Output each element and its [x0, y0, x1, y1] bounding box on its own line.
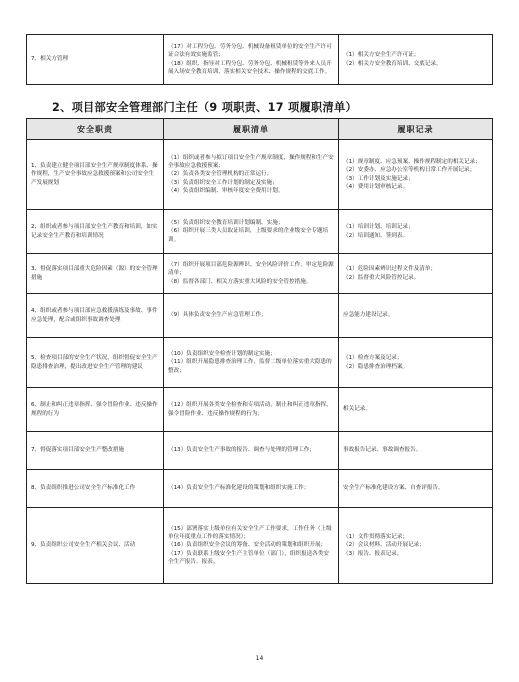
duty-cell — [27, 294, 164, 338]
duty-text: 2、组织或者参与项目部安全生产教育和培训，如实记录安全生产教育和培训情况 — [31, 224, 158, 239]
list-line: （17）对工程分包、劳务分包、机械设备租赁单位的安全生产许可证合法有效实施监管； — [168, 44, 332, 59]
record-line: （1）相关方安全生产许可证； — [343, 52, 420, 59]
record-line: （3）报告、报表记录。 — [343, 550, 403, 557]
record-cell — [339, 508, 493, 584]
list-line: （16）负责组织安全会议的筹备、安全活动的策划和组织开展； — [168, 542, 327, 549]
list-line: （18）组织、指导对工程分包、劳务分包、机械租赁等外来人员开展入场安全教育培训，落实相关安全技术、操作规程的交底工作。 — [168, 60, 332, 75]
list-line: （9）具体负责安全生产应急管理工作； — [168, 312, 267, 319]
section-title: 2、项目部安全管理部门主任（9 项职责、17 项履职清单） — [52, 101, 357, 114]
table-row — [27, 388, 493, 432]
list-line: （15）部署落实上级单位有关安全生产工作要求，工作任务（上级单位年度重点工作的落实情况）； — [168, 525, 332, 541]
record-line: （2）隐患排查治理档案。 — [343, 363, 409, 370]
record-line: 安全生产标准化建设方案、自查评报告。 — [343, 485, 444, 492]
duty-cell — [27, 210, 164, 254]
duty-text: 7、相关方管理 — [31, 56, 69, 63]
continued-table — [26, 34, 493, 85]
list-line: （6）组织开展三类人员取证培训，上级要求的企业级安全专题培训。 — [168, 228, 329, 243]
record-line: 应急能力建设记录。 — [343, 312, 394, 319]
list-line: （14）负责安全生产标准化建设的策划和组织实施工作； — [168, 485, 310, 492]
table-row — [27, 294, 493, 338]
record-line: （2）监督重大风险管控记录。 — [343, 274, 420, 281]
record-cell — [339, 140, 493, 210]
list-line: （4）负责组织编制、审核年度安全费用计划。 — [168, 187, 284, 194]
record-cell — [339, 210, 493, 254]
record-cell — [339, 470, 493, 508]
table-row — [27, 140, 493, 210]
duty-text: 8、负责组织推进公司安全生产标准化工作 — [31, 485, 136, 492]
table-header-row — [27, 119, 493, 140]
record-line: （2）相关方安全教育培训、交底记录。 — [343, 60, 442, 67]
list-cell — [164, 470, 339, 508]
record-line: （1）危险因素辨识过程文件及清单； — [343, 266, 437, 273]
record-cell — [339, 338, 493, 388]
duty-cell — [27, 140, 164, 210]
responsibilities-table — [26, 118, 493, 584]
record-cell — [339, 388, 493, 432]
list-line: （1）组织或者参与拟订项目安全生产规章制度、操作规程和生产安全事故应急救援预案； — [168, 154, 334, 170]
record-line: （1）文件贯彻落实记录； — [343, 534, 409, 541]
duty-cell — [27, 470, 164, 508]
list-cell — [164, 210, 339, 254]
duty-text: 3、督促落实项目部重大危险因素（源）的安全管理措施 — [31, 266, 158, 281]
duty-cell — [27, 508, 164, 584]
header-duty: 安全职责 — [27, 119, 164, 140]
duty-text: 5、检查项目部的安全生产状况，组织督促安全生产隐患排查治理，提出改进安全生产管理的建议 — [31, 355, 158, 370]
table-row — [27, 35, 493, 85]
header-list: 履职清单 — [164, 119, 339, 140]
list-line: （17）负责联系上级安全生产主管单位（部门），组织报送各类安全生产报告、报表。 — [168, 550, 329, 565]
duty-cell — [27, 388, 164, 432]
duty-cell — [27, 254, 164, 294]
record-cell — [339, 254, 493, 294]
record-line: 相关记录。 — [343, 406, 371, 413]
record-line: （2）安委办、应急办公室等机构日常工作开展记录； — [343, 167, 476, 174]
record-line: （2）会议材料、活动开展记录； — [343, 542, 425, 549]
page-number: 14 — [255, 655, 264, 662]
record-line: （3）工作计划及实施记录； — [343, 175, 414, 182]
header-records: 履职记录 — [339, 119, 493, 140]
table-row — [27, 508, 493, 584]
duty-text: 4、组织或者参与项目部应急救援演练及事故、事件应急处理，配合或组织事故调查处理 — [31, 308, 158, 323]
table-row — [27, 210, 493, 254]
duty-text: 9、负责组织公司安全生产相关会议、活动 — [31, 542, 136, 549]
table-row — [27, 470, 493, 508]
record-cell — [339, 432, 493, 470]
list-cell — [164, 294, 339, 338]
list-line: （8）监督各部门、相关方落实重大风险的安全管控措施。 — [168, 278, 312, 285]
list-line: （7）组织开展项目部危险源辨识、安全风险评价工作，审定危险源清单； — [168, 262, 334, 277]
record-line: （2）培训通知、签到表。 — [343, 232, 409, 239]
duty-text: 7、督促落实项目部安全生产整改措施 — [31, 447, 125, 454]
list-line: （3）负责组织安全工作计划的制定及实施； — [168, 179, 278, 186]
table-row — [27, 432, 493, 470]
list-cell — [164, 432, 339, 470]
list-cell — [164, 388, 339, 432]
list-line: （11）组织开展隐患排查治理工作，监督二级单位落实重大隐患的整改； — [168, 359, 332, 374]
list-cell — [164, 338, 339, 388]
list-cell — [164, 254, 339, 294]
list-cell — [164, 35, 339, 85]
duty-cell — [27, 35, 164, 85]
record-line: （1）规章制度、应急预案、操作规程制定的相关记录； — [343, 159, 481, 166]
duty-text: 1、负责建立健全项目部安全生产规章制度体系、操作规程，生产安全事故应急救援预案和公司安全生产发展规划 — [31, 163, 158, 186]
list-line: （5）负责组织安全教育培训计划编制、实施； — [168, 220, 284, 227]
record-cell — [339, 35, 493, 85]
table-row — [27, 338, 493, 388]
record-line: （4）费用计划审核记录。 — [343, 183, 409, 190]
list-line: （2）负责各类安全管理机构的正常运行； — [168, 171, 273, 178]
duty-cell — [27, 338, 164, 388]
record-line: （1）培训计划、培训记录； — [343, 224, 414, 231]
list-line: （12）组织开展各类安全检查和专项活动，制止和纠正违章指挥、强令冒险作业、违反操作规程的行为； — [168, 402, 332, 417]
record-cell — [339, 294, 493, 338]
record-line: （1）检查方案及记录； — [343, 355, 403, 362]
list-cell — [164, 508, 339, 584]
list-cell — [164, 140, 339, 210]
table-row — [27, 254, 493, 294]
duty-text: 6、制止和纠正违章指挥、强令冒险作业、违反操作规程的行为 — [31, 402, 158, 417]
duty-cell — [27, 432, 164, 470]
list-line: （13）负责安全生产事故的报告、调查与处理的管理工作； — [168, 447, 315, 454]
list-line: （10）负责组织安全检查计划的制定实施； — [168, 351, 276, 358]
record-line: 事故报告记录、事故调查报告。 — [343, 447, 422, 454]
